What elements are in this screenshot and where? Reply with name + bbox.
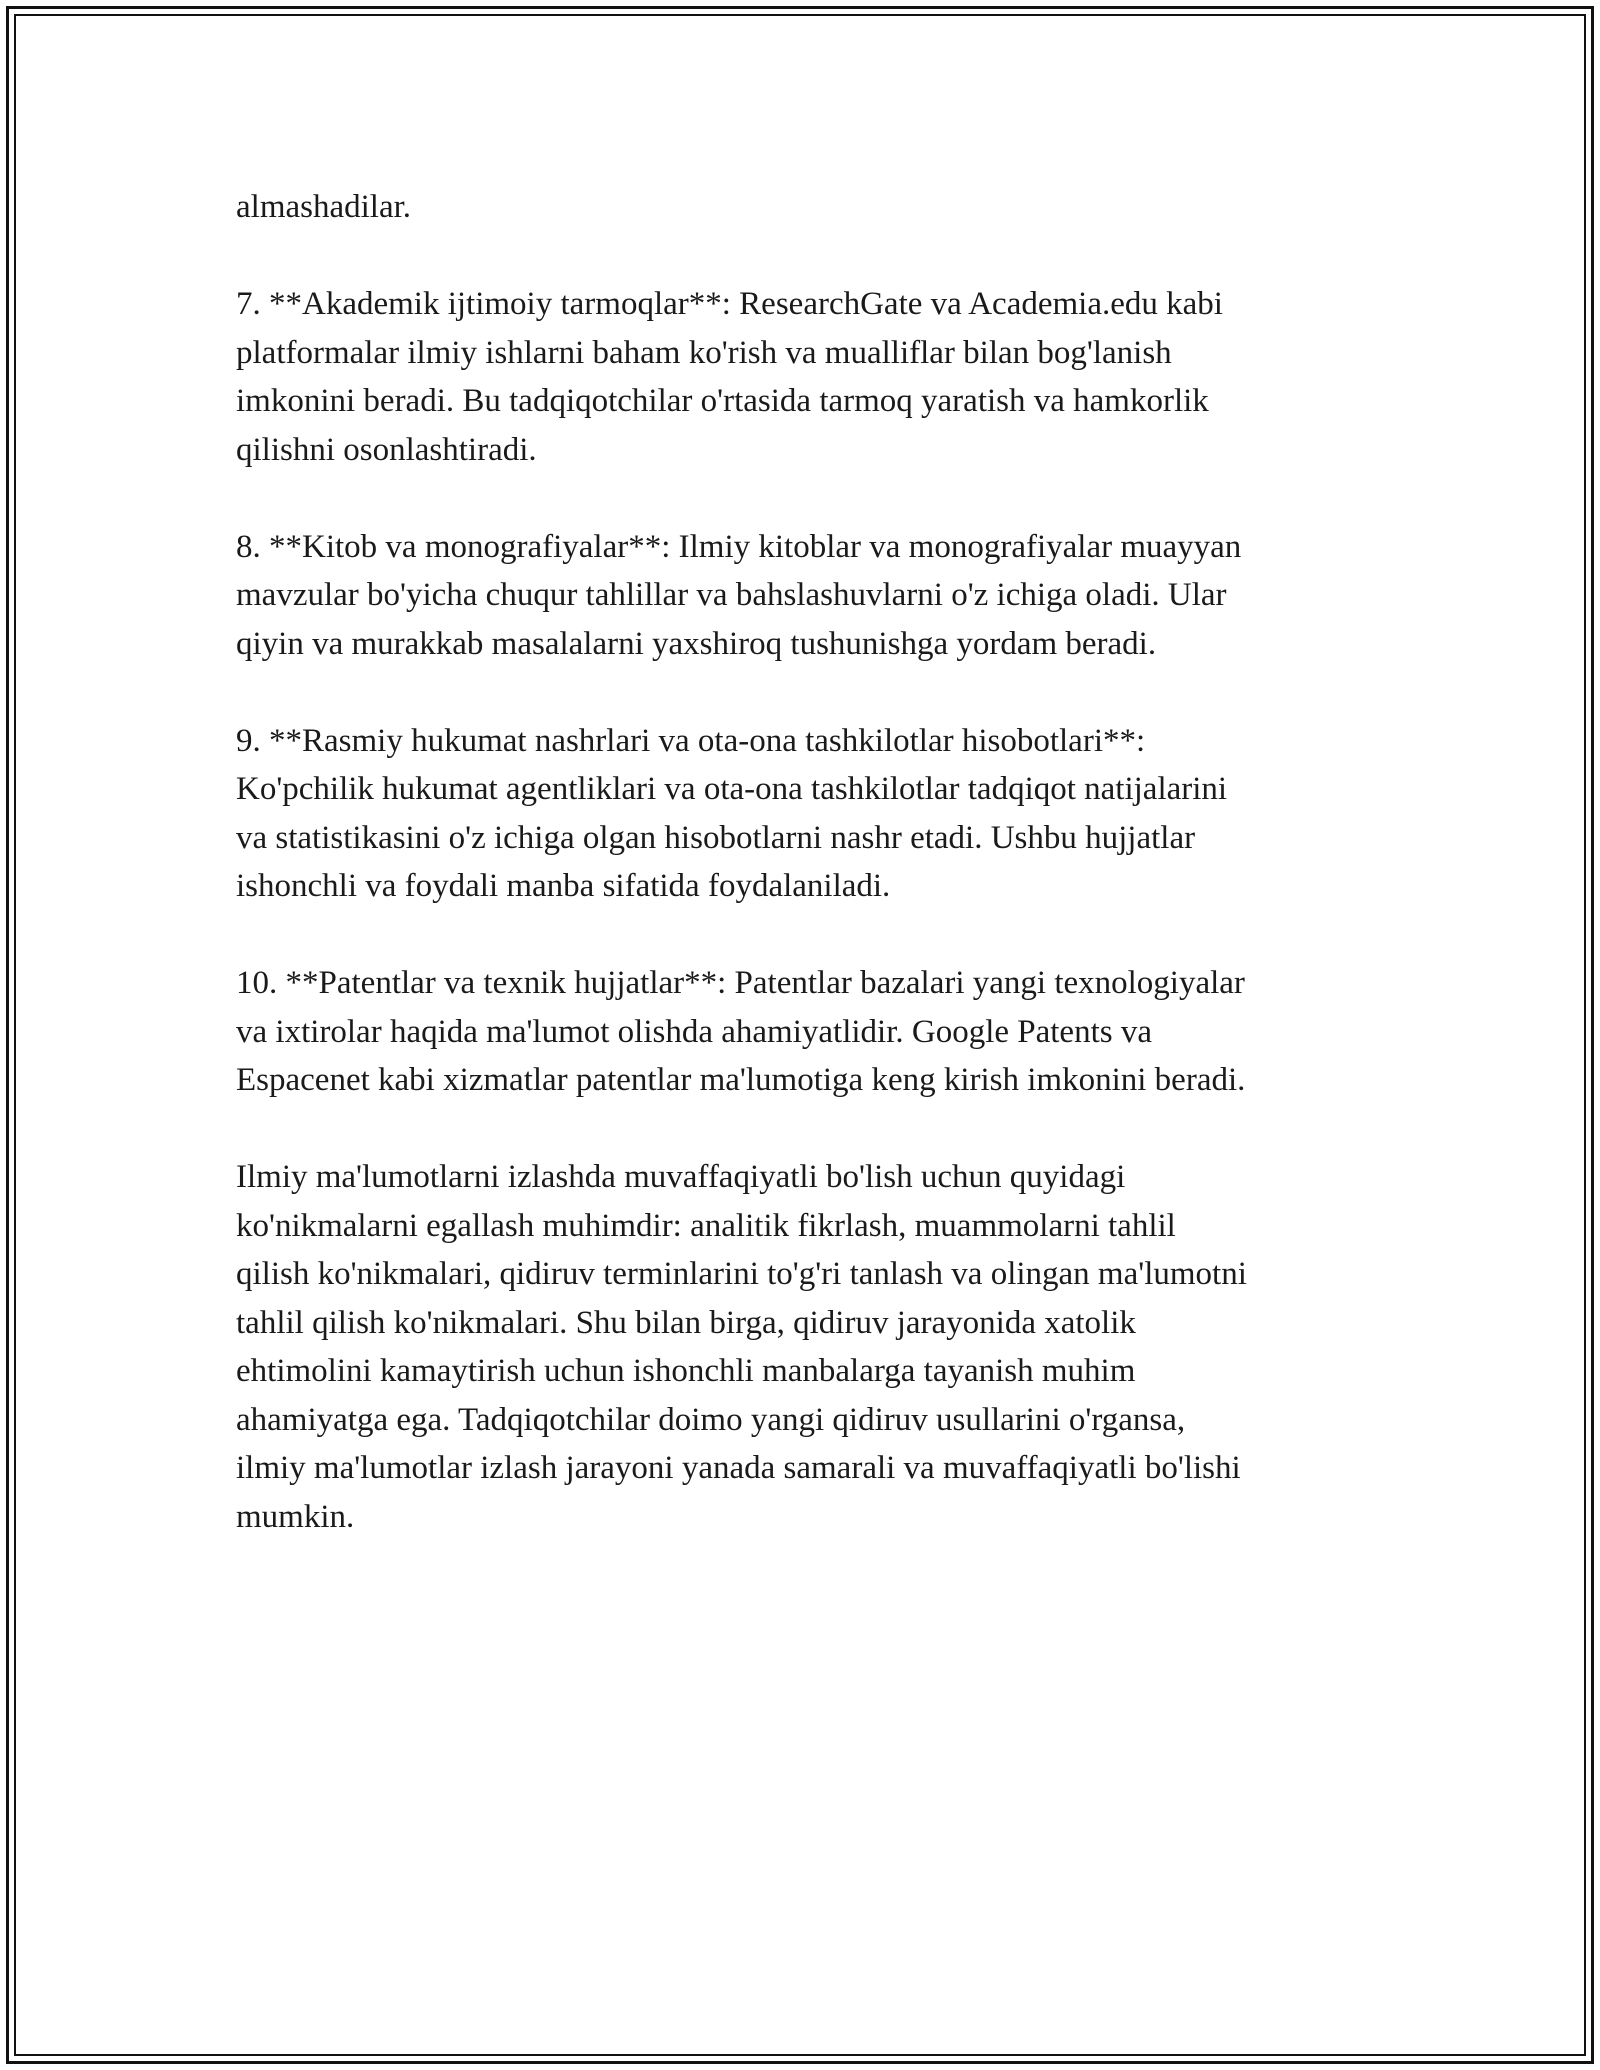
paragraph-item-10-patents: 10. **Patentlar va texnik hujjatlar**: Patentlar bazalari yangi texnologiyalar va ixtirolar haqida ma'lumot olishda ahamiyatlidir. Google Patents va Espacenet kabi xizmatlar patentlar ma'lumotiga keng kirish imkonini beradi. <box>236 965 1246 1098</box>
paragraph-item-7-academic-social-networks: 7. **Akademik ijtimoiy tarmoqlar**: ResearchGate va Academia.edu kabi platformalar ilmiy ishlarni baham ko'rish va mualliflar bilan bog'lanish imkonini beradi. Bu tadqiqotchilar o'rtasida tarmoq yaratish va hamkorlik qilishni osonlashtiradi. <box>236 286 1223 468</box>
paragraph-continuation: almashadilar. <box>236 189 412 225</box>
paragraph-item-9-government-publications: 9. **Rasmiy hukumat nashrlari va ota-ona tashkilotlar hisobotlari**: Ko'pchilik hukumat agentliklari va ota-ona tashkilotlar tadqiqot natijalarini va statistikasini o'z ichiga olgan hisobotlarni nashr etadi. Ushbu hujjatlar ishonchli va foydali manba sifatida foydalaniladi. <box>236 722 1228 904</box>
document-body <box>236 183 1366 1590</box>
paragraph-conclusion: Ilmiy ma'lumotlarni izlashda muvaffaqiyatli bo'lish uchun quyidagi ko'nikmalarni egallash muhimdir: analitik fikrlash, muammolarni tahlil qilish ko'nikmalari, qidiruv terminlarini to'g'ri tanlash va olingan ma'lumotni tahlil qilish ko'nikmalari. Shu bilan birga, qidiruv jarayonida xatolik ehtimolini kamaytirish uchun ishonchli manbalarga tayanish muhim ahamiyatga ega. Tadqiqotchilar doimo yangi qidiruv usullarini o'rgansa, ilmiy ma'lumotlar izlash jarayoni yanada samarali va muvaffaqiyatli bo'lishi mumkin. <box>236 1159 1247 1535</box>
paragraph-item-8-books-monographs: 8. **Kitob va monografiyalar**: Ilmiy kitoblar va monografiyalar muayyan mavzular bo'yicha chuqur tahlillar va bahslashuvlarni o'z ichiga oladi. Ular qiyin va murakkab masalalarni yaxshiroq tushunishga yordam beradi. <box>236 528 1242 662</box>
